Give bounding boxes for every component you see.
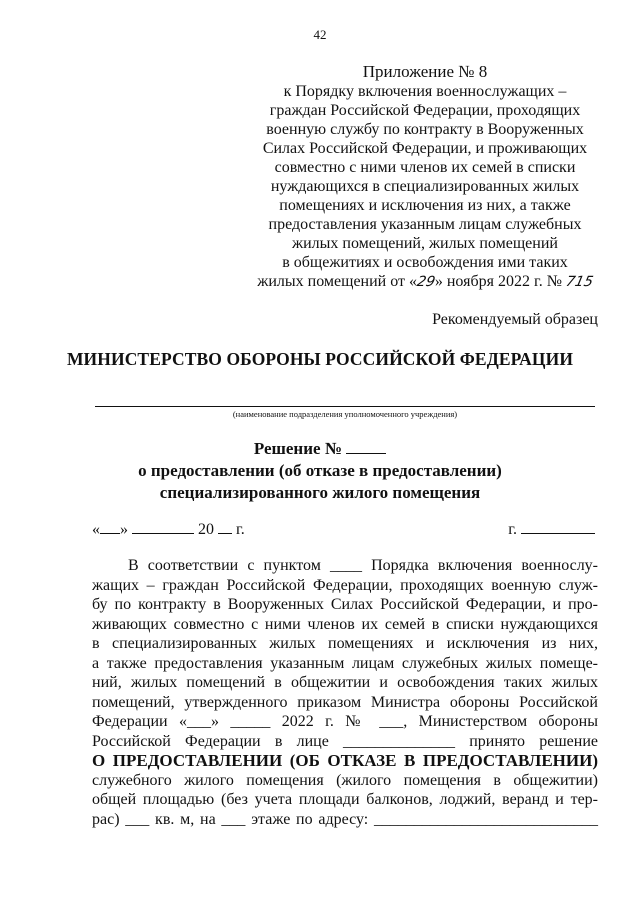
appendix-line: граждан Российской Федерации, проходящих bbox=[269, 102, 581, 119]
date-place-row bbox=[92, 519, 595, 541]
decision-heading bbox=[0, 438, 640, 504]
order-date-prefix: жилых помещений от « bbox=[257, 273, 418, 290]
close-quote: » bbox=[120, 521, 128, 538]
ministry-heading: МИНИСТЕРСТВО ОБОРОНЫ РОССИЙСКОЙ ФЕДЕРАЦИИ bbox=[66, 349, 574, 369]
open-quote: « bbox=[92, 521, 100, 538]
recommended-sample-label: Рекомендуемый образец bbox=[432, 311, 598, 328]
body-line: общей площадью (без учета площади балконов, лоджий, веранд и тер- bbox=[92, 791, 598, 808]
order-date-middle: » ноября 2022 г. № bbox=[434, 273, 566, 290]
appendix-line: к Порядку включения военнослужащих – bbox=[283, 83, 567, 100]
body-decision-line: О ПРЕДОСТАВЛЕНИИ (ОБ ОТКАЗЕ В ПРЕДОСТАВЛЕНИИ) bbox=[92, 751, 598, 770]
body-line: живающих совместно с ними членов их семей в списки нуждающихся bbox=[92, 615, 598, 633]
appendix-line: Силах Российской Федерации, и проживающих bbox=[262, 140, 588, 157]
body-line: бу по контракту в Вооруженных Силах Российской Федерации, и про- bbox=[92, 596, 598, 613]
decision-title: Решение № bbox=[253, 439, 342, 458]
body-line: в специализированных жилых помещениях и исключения из них, bbox=[92, 635, 598, 652]
appendix-order-line bbox=[230, 272, 620, 292]
month-blank bbox=[132, 519, 194, 534]
appendix-line: помещениях и исключения из них, а также bbox=[279, 197, 571, 214]
decision-number-blank bbox=[346, 438, 386, 454]
decision-date bbox=[92, 519, 245, 539]
body-line: помещений, утвержденного приказом Министра обороны Российской bbox=[92, 693, 598, 711]
subdivision-blank-line bbox=[95, 406, 595, 407]
body-line: ний, жилых помещений в общежитии и освобождения таких жилых bbox=[92, 674, 598, 691]
year-suffix: г. bbox=[236, 521, 245, 538]
body-line: жащих – граждан Российской Федерации, проходящих военную служ- bbox=[92, 576, 598, 594]
day-blank bbox=[100, 519, 120, 534]
body-line: В соответствии с пунктом ____ Порядка включения военнослу- bbox=[128, 557, 598, 574]
page-number: 42 bbox=[313, 27, 327, 42]
city-blank bbox=[521, 519, 595, 534]
decision-title-line bbox=[0, 438, 640, 460]
appendix-line: в общежитиях и освобождения ими таких bbox=[282, 254, 568, 271]
body-line: Федерации «___» _____ 2022 г. № ___, Министерством обороны bbox=[92, 713, 598, 730]
body-line: служебного жилого помещения (жилого помещения в общежитии) bbox=[92, 771, 598, 789]
year-prefix: 20 bbox=[198, 521, 214, 538]
decision-subtitle: специализированного жилого помещения bbox=[159, 483, 481, 502]
decision-body bbox=[92, 556, 598, 829]
appendix-title: Приложение № 8 bbox=[362, 62, 488, 81]
decision-subtitle: о предоставлении (об отказе в предоставлении) bbox=[138, 461, 502, 480]
body-line: а также предоставления указанным лицам служебных жилых помеще- bbox=[92, 654, 598, 672]
body-line: рас) ___ кв. м, на ___ этаже по адресу: ____________________________ bbox=[92, 810, 598, 828]
appendix-header bbox=[230, 62, 620, 292]
handwritten-order-number: 715 bbox=[564, 274, 595, 290]
subdivision-caption: (наименование подразделения уполномоченного учреждения) bbox=[232, 409, 458, 419]
handwritten-day: 29 bbox=[415, 274, 437, 290]
decision-place bbox=[508, 519, 595, 539]
appendix-line: совместно с ними членов их семей в списки bbox=[274, 159, 576, 176]
year-blank bbox=[218, 519, 232, 534]
appendix-line: нуждающихся в специализированных жилых bbox=[270, 178, 580, 195]
appendix-line: жилых помещений, жилых помещений bbox=[292, 235, 558, 252]
body-line: Российской Федерации в лице ______________ принято решение bbox=[92, 732, 598, 750]
city-prefix: г. bbox=[508, 521, 517, 538]
appendix-line: предоставления указанным лицам служебных bbox=[268, 216, 582, 233]
appendix-line: военную службу по контракту в Вооруженных bbox=[266, 121, 584, 138]
